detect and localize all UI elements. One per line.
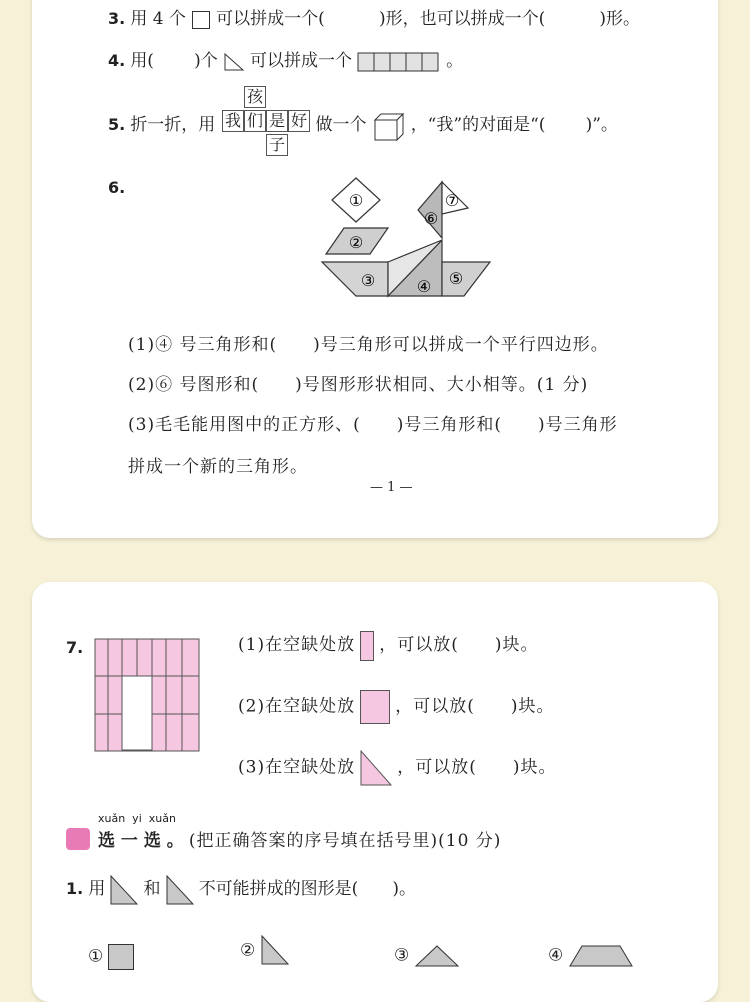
- question-7-part-2: [238, 690, 555, 724]
- question-3-text-b: 可以拼成一个(: [216, 9, 325, 29]
- cube-icon: [372, 111, 406, 141]
- choice-1-text-c: 不可能拼成的图形是( )。: [198, 879, 416, 899]
- section-2-badge: [66, 828, 90, 850]
- right-triangle-icon: [223, 52, 245, 72]
- choice-1-number: 1.: [66, 879, 84, 898]
- question-7-number: 7.: [66, 638, 84, 657]
- tangram-label-7: ⑦: [444, 191, 460, 210]
- question-3: [108, 4, 640, 29]
- page-number: — 1 —: [370, 480, 413, 495]
- net-cell-bottom: 子: [266, 134, 288, 156]
- option-1-square-icon: [108, 944, 134, 970]
- thin-pink-rect-icon: [360, 631, 374, 661]
- question-5-text-d: )”。: [585, 115, 618, 135]
- tangram-label-3: ③: [360, 271, 376, 290]
- question-6-part-3b: 拼成一个新的三角形。: [128, 457, 308, 477]
- question-4-text-d: 。: [446, 51, 464, 71]
- question-7-part-1-text-b: ，可以放( )块。: [379, 635, 539, 655]
- choice-question-1: [66, 874, 416, 905]
- option-1-label: ①: [88, 946, 104, 967]
- question-5-text-a: 折一折，用: [130, 115, 216, 135]
- question-3-text-d: )形。: [599, 9, 641, 29]
- question-7-part-2-text-a: (2)在空缺处放: [238, 696, 356, 717]
- pink-triangle-icon: [360, 750, 392, 786]
- option-2-shape-icon: [260, 934, 290, 968]
- rectangle-strip-icon: [357, 51, 441, 73]
- question-6-number: 6.: [108, 178, 126, 197]
- question-7-part-1: [238, 630, 539, 661]
- option-2-label: ②: [240, 940, 256, 961]
- question-5: [108, 110, 618, 141]
- section-2-pinyin: xuǎn yi xuǎn: [98, 812, 176, 825]
- option-4-trapezoid-icon: [568, 944, 634, 968]
- tangram-label-4: ④: [416, 277, 432, 296]
- section-2-heading: [98, 826, 501, 851]
- question-4-text-c: 可以拼成一个: [249, 51, 352, 71]
- net-cell-4: 好: [288, 110, 310, 132]
- choice-1-text-b: 和: [143, 879, 161, 899]
- question-3-text-a: 用 4 个: [130, 9, 186, 29]
- tangram-label-2: ②: [348, 233, 364, 252]
- question-3-number: 3.: [108, 9, 126, 28]
- question-4-text-b: )个: [194, 51, 218, 71]
- question-7-part-2-text-b: ，可以放( )块。: [395, 696, 555, 717]
- section-2-note: (把正确答案的序号填在括号里)(10 分): [188, 831, 502, 851]
- option-4-label: ④: [548, 945, 564, 966]
- option-3-label: ③: [394, 945, 410, 966]
- question-5-number: 5.: [108, 115, 126, 134]
- tangram-label-6: ⑥: [423, 209, 439, 228]
- question-5-text-c: ，“我”的对面是“(: [410, 115, 546, 135]
- question-6-part-1: (1)④ 号三角形和( )号三角形可以拼成一个平行四边形。: [128, 335, 609, 355]
- tangram-label-1: ①: [348, 191, 364, 210]
- question-4: [108, 46, 463, 73]
- tangram-label-5: ⑤: [448, 269, 464, 288]
- option-2[interactable]: [240, 934, 290, 968]
- pink-wall-grid: [94, 638, 200, 752]
- net-cell-2: 们: [244, 110, 266, 132]
- question-7-part-3-text-a: (3)在空缺处放: [238, 757, 356, 778]
- gray-triangle-icon-2: [166, 875, 194, 905]
- square-icon: [192, 11, 210, 29]
- section-2-title: 选 一 选 。: [98, 831, 184, 851]
- cube-net: [222, 86, 314, 158]
- question-4-text-a: 用(: [130, 51, 154, 71]
- question-7-part-3-text-b: ，可以放( )块。: [397, 757, 557, 778]
- question-6-part-2: (2)⑥ 号图形和( )号图形形状相同、大小相等。(1 分): [128, 375, 589, 395]
- tangram-figure: [318, 174, 494, 300]
- question-7-part-3: [238, 750, 557, 786]
- net-cell-1: 我: [222, 110, 244, 132]
- question-4-number: 4.: [108, 51, 126, 70]
- question-7-part-1-text-a: (1)在空缺处放: [238, 635, 356, 655]
- option-4[interactable]: [548, 944, 634, 968]
- net-cell-3: 是: [266, 110, 288, 132]
- option-1[interactable]: [88, 944, 134, 970]
- question-5-text-b: 做一个: [315, 115, 367, 135]
- option-3-shape-icon: [414, 944, 460, 968]
- pink-square-icon: [360, 690, 390, 724]
- question-3-text-c: )形，也可以拼成一个(: [378, 9, 546, 29]
- gray-triangle-icon-1: [110, 875, 138, 905]
- option-3[interactable]: [394, 944, 460, 968]
- choice-1-text-a: 用: [88, 879, 106, 899]
- question-6-part-3a: (3)毛毛能用图中的正方形、( )号三角形和( )号三角形: [128, 415, 618, 435]
- net-cell-top: 孩: [244, 86, 266, 108]
